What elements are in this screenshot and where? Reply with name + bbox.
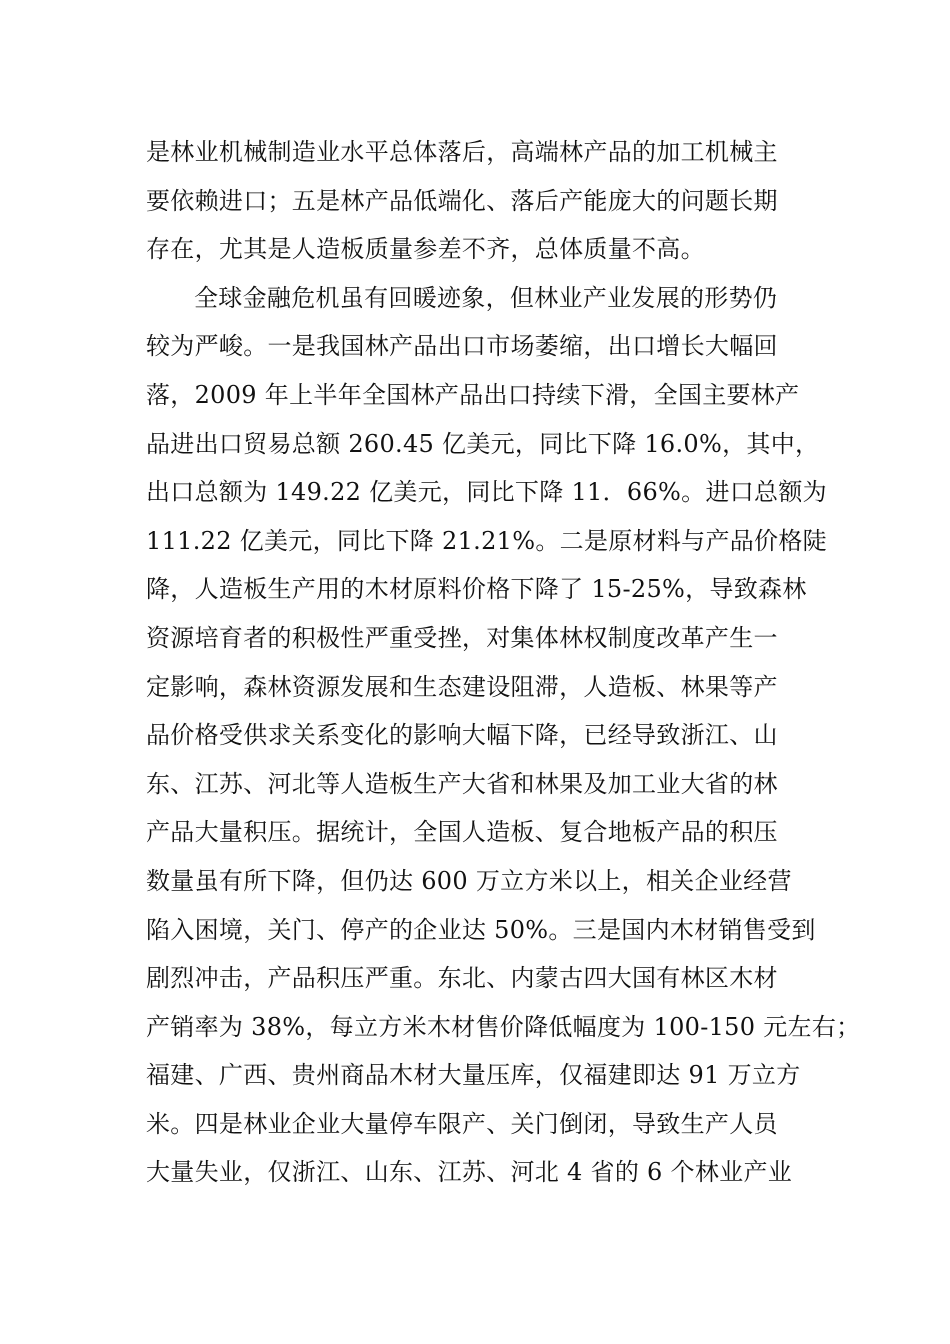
paragraph-2 [146,274,861,1197]
text-line: 落，2009 年上半年全国林产品出口持续下滑，全国主要林产 [146,380,800,409]
text-line: 东、江苏、河北等人造板生产大省和林果及加工业大省的林 [146,769,778,798]
text-line: 数量虽有所下降，但仍达 600 万立方米以上，相关企业经营 [146,866,792,895]
text-line: 陷入困境，关门、停产的企业达 50%。三是国内木材销售受到 [146,915,816,944]
text-line: 是林业机械制造业水平总体落后，高端林产品的加工机械主 [146,138,778,166]
text-line: 福建、广西、贵州商品木材大量压库，仅福建即达 91 万立方 [146,1061,801,1090]
text-line: 产销率为 38%，每立方米木材售价降低幅度为 100-150 元左右； [146,1012,861,1041]
text-line: 全球金融危机虽有回暖迹象，但林业产业发展的形势仍 [194,283,778,312]
text-line: 111.22 亿美元，同比下降 21.21%。二是原材料与产品价格陡 [146,526,827,555]
body-text [146,128,861,1197]
paragraph-1 [146,128,816,274]
text-line: 存在，尤其是人造板质量参差不齐，总体质量不高。 [146,235,705,264]
text-line: 降，人造板生产用的木材原料价格下降了 15-25%，导致森林 [146,575,807,604]
text-line: 出口总额为 149.22 亿美元，同比下降 11．66%。进口总额为 [146,478,827,507]
text-line: 品价格受供求关系变化的影响大幅下降，已经导致浙江、山 [146,721,778,750]
text-line: 定影响，森林资源发展和生态建设阻滞，人造板、林果等产 [146,672,778,701]
text-line: 要依赖进口；五是林产品低端化、落后产能庞大的问题长期 [146,186,778,215]
text-line: 米。四是林业企业大量停车限产、关门倒闭，导致生产人员 [146,1109,778,1138]
text-line: 大量失业，仅浙江、山东、江苏、河北 4 省的 6 个林业产业 [146,1158,793,1187]
text-line: 较为严峻。一是我国林产品出口市场萎缩，出口增长大幅回 [146,332,778,361]
text-line: 资源培育者的积极性严重受挫，对集体林权制度改革产生一 [146,623,778,652]
text-line: 产品大量积压。据统计，全国人造板、复合地板产品的积压 [146,818,778,847]
text-line: 剧烈冲击，产品积压严重。东北、内蒙古四大国有林区木材 [146,964,778,993]
text-line: 品进出口贸易总额 260.45 亿美元，同比下降 16.0%，其中， [146,429,820,458]
